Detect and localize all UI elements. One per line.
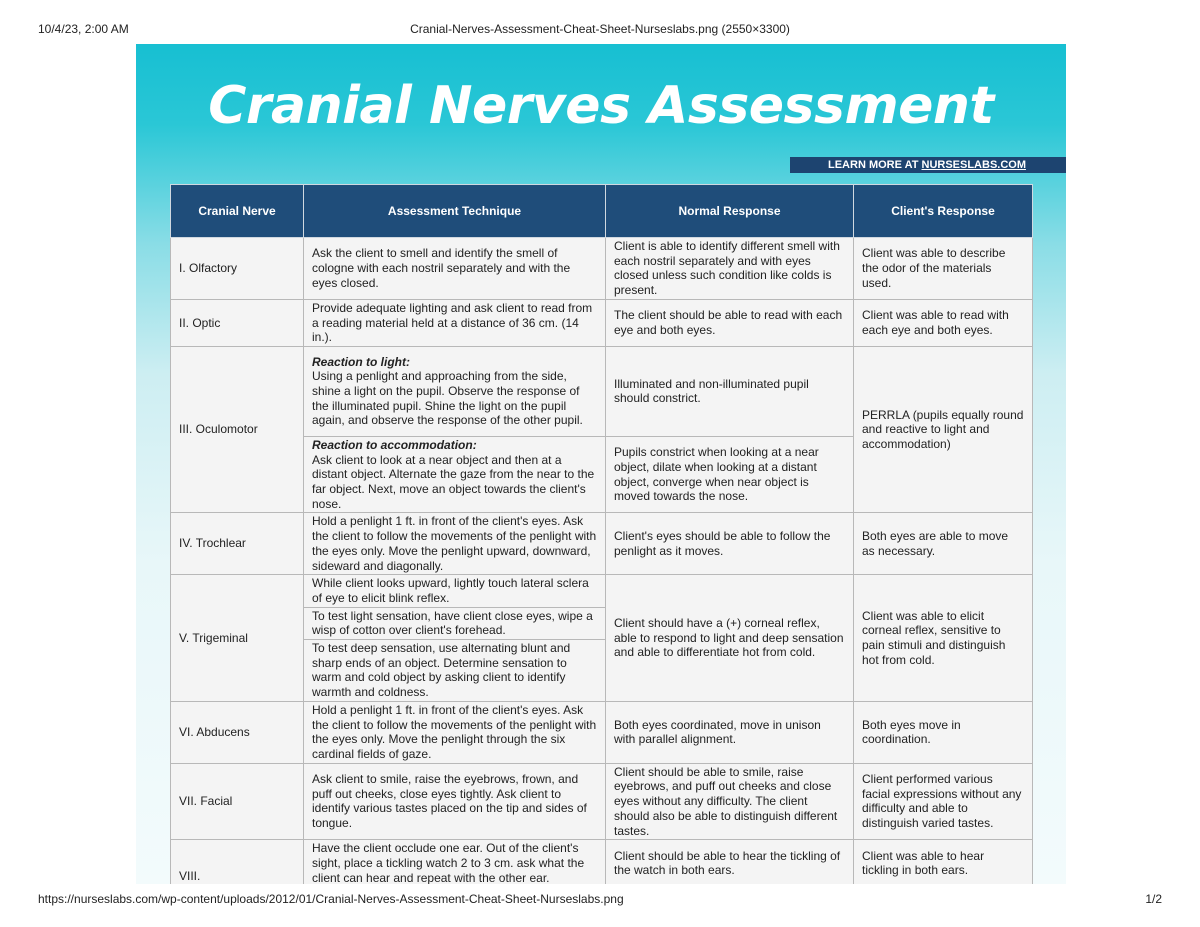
normal-response: Client's eyes should be able to follow the penlight as it moves.: [606, 513, 854, 575]
assessment-technique: To test light sensation, have client close eyes, wipe a wisp of cotton over client's forehead.: [304, 607, 606, 639]
assessment-technique: Hold a penlight 1 ft. in front of the client's eyes. Ask the client to follow the movements of the penlight with the eyes only. Move the penlight upward, downward, sideward and diagonally.: [304, 513, 606, 575]
client-response: Client was able to elicit corneal reflex, sensitive to pain stimuli and distinguish hot from cold.: [854, 575, 1033, 702]
normal-response: Client should have a (+) corneal reflex, able to respond to light and deep sensation and able to differentiate hot from cold.: [606, 575, 854, 702]
print-document-title: Cranial-Nerves-Assessment-Cheat-Sheet-Nurseslabs.png (2550×3300): [410, 22, 790, 36]
assessment-technique: [304, 346, 606, 436]
technique-subheading: Reaction to light:: [312, 354, 410, 369]
technique-text: Using a penlight and approaching from the side, shine a light on the pupil. Observe the response of the illuminated pupil. Shine the light on the pupil again, and observe the response of the other pupil.: [312, 369, 583, 428]
table-row-trigeminal: [171, 575, 1033, 607]
nerve-name: III. Oculomotor: [171, 346, 304, 513]
normal-response: Both eyes coordinated, move in unison with parallel alignment.: [606, 701, 854, 763]
assessment-technique: [304, 436, 606, 513]
table-row-vestibulocochlear: [171, 840, 1033, 884]
table-row-abducens: [171, 701, 1033, 763]
assessment-technique: Ask client to smile, raise the eyebrows, frown, and puff out cheeks, close eyes tightly. Ask client to identify various tastes placed on the tip and sides of tongue.: [304, 763, 606, 840]
client-response: Client was able to describe the odor of the materials used.: [854, 238, 1033, 300]
table-row-trochlear: [171, 513, 1033, 575]
nerve-name: I. Olfactory: [171, 238, 304, 300]
normal-response: Client is able to identify different smell with each nostril separately and with eyes closed unless such condition like colds is present.: [606, 238, 854, 300]
assessment-technique: Hold a penlight 1 ft. in front of the client's eyes. Ask the client to follow the movements of the penlight with the eyes only. Move the penlight through the six cardinal fields of gaze.: [304, 701, 606, 763]
learn-more-bar: [790, 157, 1066, 173]
client-response: PERRLA (pupils equally round and reactive to light and accommodation): [854, 346, 1033, 513]
assessment-technique: While client looks upward, lightly touch lateral sclera of eye to elicit blink reflex.: [304, 575, 606, 607]
column-header-assessment-technique: Assessment Technique: [304, 185, 606, 238]
normal-response: The client should be able to read with each eye and both eyes.: [606, 299, 854, 346]
print-footer: [38, 892, 1162, 908]
assessment-technique: To test deep sensation, use alternating blunt and sharp ends of an object. Determine sensation to warm and cold object by asking client to identify warmth and coldness.: [304, 640, 606, 702]
client-response: Both eyes move in coordination.: [854, 701, 1033, 763]
client-response: Both eyes are able to move as necessary.: [854, 513, 1033, 575]
print-source-url[interactable]: https://nurseslabs.com/wp-content/uploads/2012/01/Cranial-Nerves-Assessment-Cheat-Sheet-Nurseslabs.png: [38, 892, 624, 906]
nerve-name: II. Optic: [171, 299, 304, 346]
client-response: Client performed various facial expressions without any difficulty and able to distinguish varied tastes.: [854, 763, 1033, 840]
nerve-name: VI. Abducens: [171, 701, 304, 763]
sheet-title: Cranial Nerves Assessment: [208, 76, 994, 136]
print-header: [38, 22, 1162, 38]
client-response: Client was able to hear tickling in both ears.: [854, 840, 1033, 884]
normal-response: Illuminated and non-illuminated pupil should constrict.: [606, 346, 854, 436]
normal-response: Client should be able to hear the tickling of the watch in both ears.: [606, 840, 854, 884]
normal-response: Pupils constrict when looking at a near object, dilate when looking at a distant object, converge when near object is moved towards the nose.: [606, 436, 854, 513]
column-header-clients-response: Client's Response: [854, 185, 1033, 238]
cheat-sheet-image: [136, 44, 1066, 884]
assessment-technique: Ask the client to smell and identify the smell of cologne with each nostril separately and with the eyes closed.: [304, 238, 606, 300]
table-row-oculomotor: [171, 346, 1033, 436]
page-number: 1/2: [1145, 892, 1162, 906]
learn-more-prefix: LEARN MORE AT: [828, 159, 922, 171]
assessment-technique: Have the client occlude one ear. Out of the client's sight, place a tickling watch 2 to 3 cm. ask what the client can hear and repeat with the other ear.: [304, 840, 606, 884]
nerve-name: VII. Facial: [171, 763, 304, 840]
technique-subheading: Reaction to accommodation:: [312, 437, 477, 452]
table-header-row: [171, 185, 1033, 238]
technique-text: Ask client to look at a near object and then at a distant object. Alternate the gaze from the near to the far object. Next, move an object towards the client's nose.: [312, 452, 595, 511]
client-response: Client was able to read with each eye and both eyes.: [854, 299, 1033, 346]
column-header-cranial-nerve: Cranial Nerve: [171, 185, 304, 238]
normal-response: Client should be able to smile, raise eyebrows, and puff out cheeks and close eyes without any difficulty. The client should also be able to distinguish different tastes.: [606, 763, 854, 840]
print-date: 10/4/23, 2:00 AM: [38, 22, 129, 36]
column-header-normal-response: Normal Response: [606, 185, 854, 238]
table-row-olfactory: [171, 238, 1033, 300]
nerve-name: VIII.: [171, 840, 304, 884]
learn-more-link[interactable]: NURSESLABS.COM: [921, 159, 1027, 171]
nerve-name: IV. Trochlear: [171, 513, 304, 575]
cranial-nerves-table: [170, 184, 1033, 884]
assessment-technique: Provide adequate lighting and ask client to read from a reading material held at a distance of 36 cm. (14 in.).: [304, 299, 606, 346]
table-row-facial: [171, 763, 1033, 840]
nerve-name: V. Trigeminal: [171, 575, 304, 702]
table-row-optic: [171, 299, 1033, 346]
